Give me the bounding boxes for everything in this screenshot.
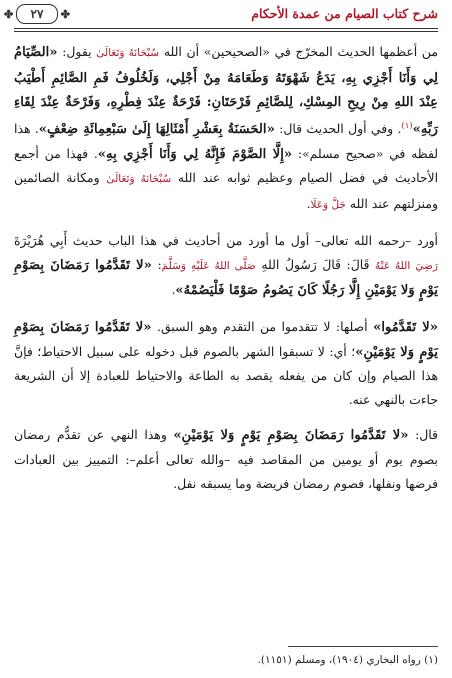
paragraph-1 <box>14 40 438 217</box>
header-rule-thin <box>14 31 438 32</box>
hadith-quote: «لا تَقَدَّمُوا رَمَضَانَ بِصَوْمِ يَوْمٍ وَلا يَوْمَيْنِ إِلَّا رَجُلًا كَانَ يَصُومُ صَوْمًا فَلْيَصُمْهُ» <box>14 257 438 299</box>
honorific: سُبْحَانَهُ وَتَعَالَىٰ <box>96 47 160 59</box>
honorific: جَلَّ وَعَلَا <box>310 198 346 211</box>
text-run: . <box>171 282 176 298</box>
text-run: . وفي أول الحديث قال: <box>274 120 402 136</box>
text-run: وهذا النهي عن تقدُّم رمضان بصوم يوم أو يومين من المقاصد فيه –والله تعالى أعلم–: التمييز بين العبادات فرضها ونفلها، فصوم رمضان فريضة وما يسبقه نفل. <box>14 427 438 491</box>
footnote-marker[interactable]: (١) <box>401 120 413 131</box>
hadith-quote: «لا تَقَدَّمُوا رَمَضَانَ بِصَوْمِ يَوْمٍ وَلا يَوْمَيْنِ» <box>173 428 409 444</box>
text-run: من أعظمها الحديث المخرّج في «الصحيحين» أن الله <box>159 44 438 59</box>
honorific: سُبْحَانَهُ وَتَعَالَىٰ <box>106 173 172 186</box>
text-run: : <box>151 256 162 272</box>
hadith-quote: «الحَسَنَةُ بِعَشْرِ أَمْثَالِهَا إِلَىٰ سَبْعِمِائَةِ ضِعْفٍ» <box>38 121 275 137</box>
text-run: قَالَ: قَالَ رَسُولُ اللهِ <box>255 256 376 272</box>
footnote: (١) رواه البخاري (١٩٠٤)، ومسلم (١١٥١). <box>257 654 438 666</box>
main-text <box>14 40 438 495</box>
page-number-badge: ✤ ٢٧ ✤ <box>16 4 58 24</box>
hadith-quote: «لا تَقَدَّمُوا» <box>373 320 438 336</box>
text-run: ؛ أي: لا تسبقوا الشهر بالصوم قبل دخوله على سبيل الاحتياط؛ فإنَّ هذا الصيام وإن كان من يفعله يقصد به الطاعة والاحتياط للعبادة إلا أن الشريعة جاءت بالنهي عنه. <box>14 343 438 407</box>
text-run: . <box>34 120 39 136</box>
text-run: يقول: <box>57 44 97 59</box>
text-run: . فهذا من أجمع الأحاديث في فضل الصيام وعظيم ثوابه عند الله <box>14 145 439 186</box>
paragraph-4 <box>14 423 438 495</box>
honorific: رَضِيَ اللهُ عَنْهُ <box>375 259 438 272</box>
text-run: . <box>306 195 311 211</box>
text-run: قال: <box>408 427 438 443</box>
hadith-quote: «إِلَّا الصَّوْمَ فَإِنَّهُ لِي وَأَنَا أَجْزِي بِهِ» <box>97 146 293 162</box>
honorific: صَلَّى اللهُ عَلَيْهِ وَسَلَّمَ <box>161 259 256 272</box>
text-run: أورد –رحمه الله تعالى– أول ما أورد من أحاديث في هذا الباب حديث أَبِي هُرَيْرَةَ <box>14 233 438 249</box>
text-run: هذا لفظه في «صحيح مسلم»: <box>14 120 438 161</box>
running-title: شرح كتاب الصيام من عمدة الأحكام <box>251 6 438 21</box>
text-run: ومكانة الصائمين ومنزلتهم عند الله <box>14 170 438 211</box>
hadith-quote: «لا تَقَدَّمُوا رَمَضَانَ بِصَوْمِ يَوْمٍ وَلا يَوْمَيْنِ» <box>14 320 438 360</box>
paragraph-3 <box>14 315 438 411</box>
paragraph-2 <box>14 229 438 303</box>
page-header <box>14 4 438 26</box>
footnote-rule <box>288 646 438 647</box>
hadith-quote: «الصِّيَامُ لِي وَأَنَا أَجْزِي بِهِ، يَدَعُ شَهْوَتَهُ وَطَعَامَهُ مِنْ أَجْلِي، وَلَخُلُوفُ فَمِ الصَّائِمِ أَطْيَبُ عِنْدَ اللهِ مِنْ رِيحِ المِسْكِ، لِلصَّائِمِ فَرْحَتَانِ: فَرْحَةٌ عِنْدَ فِطْرِهِ، وَفَرْحَةٌ عِنْدَ لِقَاءِ رَبِّهِ» <box>14 45 438 137</box>
text-run: أصلها: لا تتقدموا من التقدم وهو السبق. <box>151 319 374 335</box>
header-rule <box>14 28 438 29</box>
